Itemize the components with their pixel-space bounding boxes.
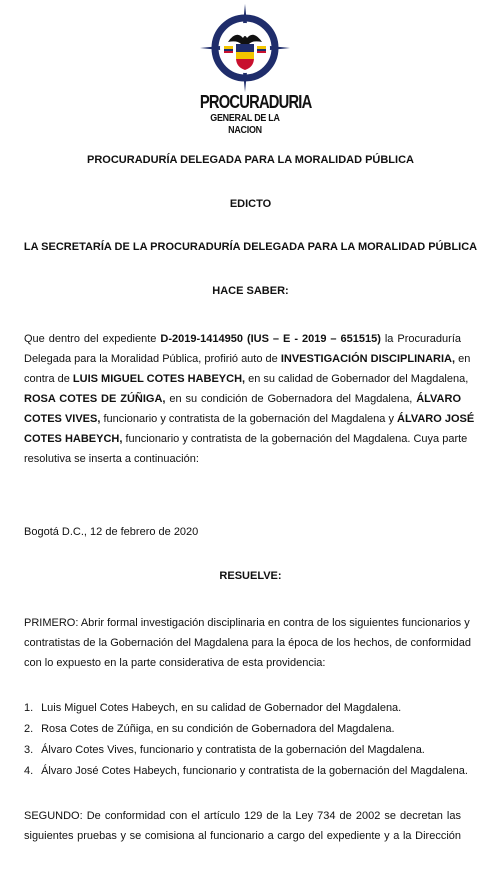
name-cotes-habeych: COTES HABEYCH, <box>24 433 123 445</box>
primero-line-3: con lo expuesto en la parte considerativa de esta providencia: <box>24 657 326 669</box>
coat-of-arms-emblem-icon <box>198 4 292 92</box>
logo-name-line2: GENERAL DE LA NACION <box>210 112 280 136</box>
logo-name-line1: PROCURADURIA <box>199 92 312 112</box>
list-item: 3. Álvaro Cotes Vives, funcionario y contratista de la gobernación del Magdalena. <box>24 744 425 756</box>
heading-edicto: EDICTO <box>229 198 272 210</box>
date-line: Bogotá D.C., 12 de febrero de 2020 <box>24 526 199 538</box>
name-alvaro-vives: COTES VIVES, <box>24 413 101 425</box>
intro-paragraph <box>24 329 475 469</box>
intro-line-2: Delegada para la Moralidad Pública, profirió auto de INVESTIGACIÓN DISCIPLINARIA, en <box>24 353 471 365</box>
intro-line-6: COTES HABEYCH, funcionario y contratista de la gobernación del Magdalena. Cuya parte <box>24 433 468 445</box>
primero-line-2: contratistas de la Gobernación del Magdalena para la época de los hechos, de conformidad <box>24 637 472 649</box>
segundo-paragraph <box>24 806 461 846</box>
intro-line-3: contra de LUIS MIGUEL COTES HABEYCH, en su calidad de Gobernador del Magdalena, <box>24 373 469 385</box>
name-alvaro-jose: ÁLVARO JOSÉ <box>397 413 475 425</box>
segundo-line-2: siguientes pruebas y se comisiona al funcionario a cargo del expediente y a la Dirección <box>24 830 461 842</box>
name-rosa: ROSA COTES DE ZÚÑIGA, <box>24 393 166 405</box>
intro-line-7: resolutiva se inserta a continuación: <box>24 453 199 465</box>
intro-line-5: COTES VIVES, funcionario y contratista de la gobernación del Magdalena y ÁLVARO JOSÉ <box>24 413 475 425</box>
segundo-line-1: SEGUNDO: De conformidad con el artículo 129 de la Ley 734 de 2002 se decretan las <box>24 810 461 822</box>
heading-delegada: PROCURADURÍA DELEGADA PARA LA MORALIDAD PÚBLICA <box>87 154 414 166</box>
primero-paragraph <box>24 613 472 673</box>
heading-hace-saber: HACE SABER: <box>212 285 289 297</box>
list-item: 4. Álvaro José Cotes Habeych, funcionario y contratista de la gobernación del Magdalena. <box>24 765 468 777</box>
investigacion-term: INVESTIGACIÓN DISCIPLINARIA, <box>280 353 456 365</box>
intro-line-1: Que dentro del expediente D-2019-1414950 (IUS – E - 2019 – 651515) la Procuraduría <box>24 333 461 345</box>
name-alvaro-first: ÁLVARO <box>416 393 461 405</box>
name-luis-miguel: LUIS MIGUEL COTES HABEYCH, <box>72 373 246 385</box>
heading-resuelve: RESUELVE: <box>219 570 282 582</box>
primero-line-1: PRIMERO: Abrir formal investigación disciplinaria en contra de los siguientes funcionarios y <box>24 617 470 629</box>
procuraduria-logo <box>190 4 312 136</box>
list-item: 2. Rosa Cotes de Zúñiga, en su condición de Gobernadora del Magdalena. <box>24 723 395 735</box>
list-item: 1. Luis Miguel Cotes Habeych, en su calidad de Gobernador del Magdalena. <box>24 702 402 714</box>
expediente-number: D-2019-1414950 (IUS – E - 2019 – 651515) <box>160 333 381 345</box>
investigados-list <box>24 698 474 782</box>
intro-line-4: ROSA COTES DE ZÚÑIGA, en su condición de Gobernadora del Magdalena, ÁLVARO <box>24 393 461 405</box>
heading-secretaria: LA SECRETARÍA DE LA PROCURADURÍA DELEGADA PARA LA MORALIDAD PÚBLICA <box>23 241 478 253</box>
